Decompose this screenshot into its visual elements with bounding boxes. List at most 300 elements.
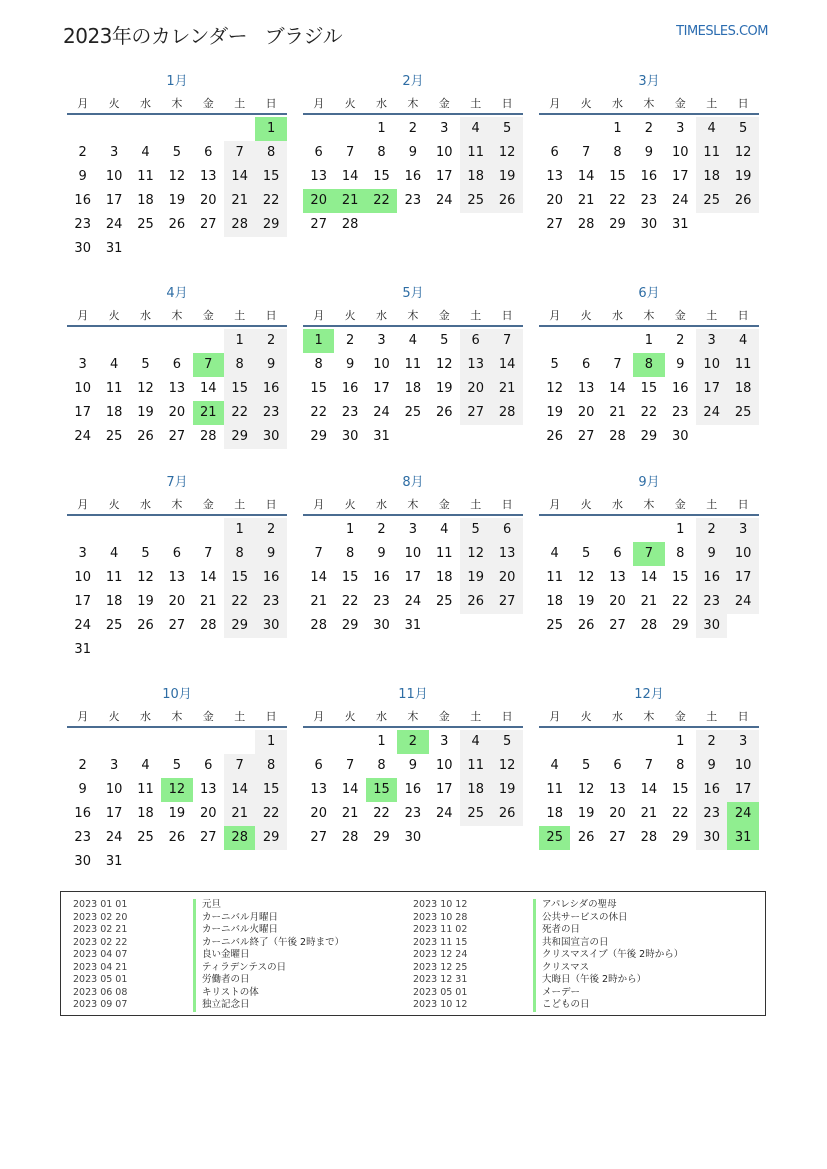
day-cell[interactable]: 15 — [255, 778, 286, 802]
day-cell[interactable]: 1 — [613, 121, 622, 136]
day-cell[interactable]: 6 — [613, 546, 622, 561]
day-cell[interactable]: 8 — [314, 357, 323, 372]
day-cell[interactable]: 14 — [224, 778, 255, 802]
day-cell[interactable]: 2 — [78, 145, 87, 160]
day-cell[interactable]: 5 — [581, 546, 591, 561]
day-cell[interactable]: 9 — [408, 145, 418, 160]
day-cell[interactable]: 28 — [609, 429, 626, 444]
day-cell[interactable]: 17 — [74, 594, 91, 609]
day-cell[interactable]: 29 — [255, 213, 286, 237]
day-cell[interactable]: 13 — [200, 169, 217, 184]
day-cell[interactable]: 23 — [341, 405, 359, 420]
day-cell[interactable]: 28 — [224, 213, 255, 237]
day-cell[interactable]: 17 — [727, 778, 758, 802]
day-cell[interactable]: 5 — [550, 357, 559, 372]
day-cell[interactable]: 8 — [224, 542, 255, 566]
day-cell[interactable]: 5 — [581, 758, 591, 773]
day-cell[interactable]: 11 — [105, 570, 123, 585]
day-cell[interactable]: 9 — [255, 353, 286, 377]
day-cell[interactable]: 27 — [200, 830, 217, 845]
day-cell[interactable]: 2 — [255, 518, 286, 542]
day-cell[interactable]: 23 — [373, 594, 390, 609]
day-cell[interactable]: 22 — [341, 594, 359, 609]
day-cell[interactable]: 10 — [105, 782, 123, 797]
day-cell[interactable]: 12 — [137, 570, 154, 585]
day-cell[interactable]: 24 — [74, 429, 91, 444]
day-cell[interactable]: 5 — [141, 357, 150, 372]
holiday-day-cell[interactable]: 1 — [255, 117, 286, 141]
day-cell[interactable]: 8 — [224, 353, 255, 377]
day-cell[interactable]: 1 — [345, 522, 355, 537]
day-cell[interactable]: 25 — [105, 618, 123, 633]
day-cell[interactable]: 8 — [613, 145, 622, 160]
day-cell[interactable]: 19 — [491, 165, 522, 189]
day-cell[interactable]: 20 — [310, 806, 327, 821]
day-cell[interactable]: 18 — [696, 165, 727, 189]
day-cell[interactable]: 11 — [696, 141, 727, 165]
day-cell[interactable]: 26 — [491, 189, 522, 213]
day-cell[interactable]: 16 — [696, 566, 727, 590]
day-cell[interactable]: 26 — [727, 189, 758, 213]
day-cell[interactable]: 6 — [172, 357, 182, 372]
day-cell[interactable]: 3 — [727, 730, 758, 754]
day-cell[interactable]: 14 — [200, 381, 217, 396]
day-cell[interactable]: 13 — [609, 570, 626, 585]
day-cell[interactable]: 18 — [137, 806, 154, 821]
day-cell[interactable]: 17 — [696, 377, 727, 401]
day-cell[interactable]: 19 — [577, 806, 595, 821]
holiday-day-cell[interactable]: 8 — [633, 353, 664, 377]
day-cell[interactable]: 21 — [640, 806, 658, 821]
day-cell[interactable]: 27 — [310, 217, 327, 232]
day-cell[interactable]: 29 — [640, 429, 658, 444]
day-cell[interactable]: 4 — [109, 357, 119, 372]
day-cell[interactable]: 27 — [200, 217, 217, 232]
holiday-day-cell[interactable]: 21 — [193, 401, 224, 425]
day-cell[interactable]: 2 — [644, 121, 654, 136]
day-cell[interactable]: 9 — [345, 357, 355, 372]
day-cell[interactable]: 28 — [310, 618, 327, 633]
day-cell[interactable]: 24 — [696, 401, 727, 425]
day-cell[interactable]: 4 — [440, 522, 449, 537]
day-cell[interactable]: 11 — [460, 754, 491, 778]
day-cell[interactable]: 27 — [168, 618, 186, 633]
day-cell[interactable]: 1 — [377, 734, 386, 749]
holiday-day-cell[interactable]: 24 — [727, 802, 758, 826]
day-cell[interactable]: 14 — [310, 570, 327, 585]
day-cell[interactable]: 2 — [696, 730, 727, 754]
day-cell[interactable]: 29 — [255, 826, 286, 850]
day-cell[interactable]: 10 — [696, 353, 727, 377]
day-cell[interactable]: 31 — [373, 429, 390, 444]
day-cell[interactable]: 22 — [672, 594, 689, 609]
day-cell[interactable]: 11 — [546, 570, 563, 585]
day-cell[interactable]: 26 — [577, 618, 595, 633]
day-cell[interactable]: 19 — [137, 594, 154, 609]
day-cell[interactable]: 14 — [200, 570, 217, 585]
day-cell[interactable]: 17 — [404, 570, 422, 585]
day-cell[interactable]: 21 — [224, 802, 255, 826]
day-cell[interactable]: 24 — [404, 594, 422, 609]
day-cell[interactable]: 22 — [224, 401, 255, 425]
day-cell[interactable]: 17 — [105, 193, 123, 208]
day-cell[interactable]: 26 — [168, 830, 186, 845]
day-cell[interactable]: 26 — [577, 830, 595, 845]
day-cell[interactable]: 19 — [460, 566, 491, 590]
holiday-day-cell[interactable]: 22 — [366, 189, 397, 213]
day-cell[interactable]: 2 — [255, 329, 286, 353]
day-cell[interactable]: 29 — [373, 830, 390, 845]
day-cell[interactable]: 25 — [696, 189, 727, 213]
day-cell[interactable]: 10 — [373, 357, 390, 372]
day-cell[interactable]: 23 — [640, 193, 658, 208]
day-cell[interactable]: 24 — [436, 806, 453, 821]
day-cell[interactable]: 4 — [460, 117, 491, 141]
day-cell[interactable]: 8 — [255, 754, 286, 778]
day-cell[interactable]: 29 — [672, 830, 689, 845]
day-cell[interactable]: 26 — [460, 590, 491, 614]
day-cell[interactable]: 7 — [345, 758, 355, 773]
day-cell[interactable]: 22 — [310, 405, 327, 420]
day-cell[interactable]: 4 — [460, 730, 491, 754]
day-cell[interactable]: 22 — [672, 806, 689, 821]
day-cell[interactable]: 3 — [109, 145, 119, 160]
day-cell[interactable]: 22 — [609, 193, 626, 208]
day-cell[interactable]: 23 — [255, 590, 286, 614]
day-cell[interactable]: 27 — [609, 830, 626, 845]
holiday-day-cell[interactable]: 21 — [334, 189, 365, 213]
day-cell[interactable]: 13 — [609, 782, 626, 797]
day-cell[interactable]: 19 — [168, 193, 186, 208]
day-cell[interactable]: 29 — [672, 618, 689, 633]
day-cell[interactable]: 17 — [105, 806, 123, 821]
day-cell[interactable]: 26 — [137, 618, 154, 633]
day-cell[interactable]: 1 — [224, 329, 255, 353]
day-cell[interactable]: 7 — [204, 546, 213, 561]
day-cell[interactable]: 16 — [640, 169, 658, 184]
holiday-day-cell[interactable]: 7 — [633, 542, 664, 566]
day-cell[interactable]: 5 — [440, 333, 449, 348]
day-cell[interactable]: 10 — [74, 570, 91, 585]
site-name[interactable]: TIMESLES.COM — [676, 24, 768, 39]
day-cell[interactable]: 3 — [727, 518, 758, 542]
day-cell[interactable]: 30 — [255, 425, 286, 449]
day-cell[interactable]: 19 — [137, 405, 154, 420]
day-cell[interactable]: 31 — [404, 618, 422, 633]
day-cell[interactable]: 31 — [105, 241, 123, 256]
day-cell[interactable]: 14 — [341, 782, 359, 797]
day-cell[interactable]: 13 — [310, 169, 327, 184]
day-cell[interactable]: 25 — [105, 429, 123, 444]
day-cell[interactable]: 25 — [404, 405, 422, 420]
day-cell[interactable]: 13 — [460, 353, 491, 377]
day-cell[interactable]: 18 — [436, 570, 453, 585]
day-cell[interactable]: 11 — [727, 353, 758, 377]
day-cell[interactable]: 11 — [404, 357, 422, 372]
day-cell[interactable]: 20 — [460, 377, 491, 401]
day-cell[interactable]: 15 — [640, 381, 658, 396]
day-cell[interactable]: 7 — [224, 141, 255, 165]
day-cell[interactable]: 7 — [491, 329, 522, 353]
day-cell[interactable]: 5 — [491, 117, 522, 141]
day-cell[interactable]: 20 — [200, 193, 217, 208]
day-cell[interactable]: 17 — [672, 169, 689, 184]
day-cell[interactable]: 5 — [727, 117, 758, 141]
day-cell[interactable]: 4 — [141, 145, 150, 160]
day-cell[interactable]: 20 — [168, 405, 186, 420]
day-cell[interactable]: 18 — [404, 381, 422, 396]
day-cell[interactable]: 7 — [224, 754, 255, 778]
day-cell[interactable]: 10 — [436, 145, 453, 160]
day-cell[interactable]: 20 — [168, 594, 186, 609]
day-cell[interactable]: 27 — [577, 429, 595, 444]
day-cell[interactable]: 16 — [672, 381, 689, 396]
day-cell[interactable]: 3 — [78, 357, 87, 372]
day-cell[interactable]: 16 — [341, 381, 359, 396]
day-cell[interactable]: 1 — [255, 730, 286, 754]
day-cell[interactable]: 30 — [341, 429, 359, 444]
day-cell[interactable]: 16 — [74, 806, 91, 821]
day-cell[interactable]: 3 — [377, 333, 386, 348]
day-cell[interactable]: 12 — [168, 169, 186, 184]
day-cell[interactable]: 5 — [172, 145, 182, 160]
day-cell[interactable]: 18 — [105, 405, 123, 420]
day-cell[interactable]: 15 — [373, 169, 390, 184]
day-cell[interactable]: 21 — [577, 193, 595, 208]
day-cell[interactable]: 2 — [676, 333, 685, 348]
day-cell[interactable]: 15 — [224, 377, 255, 401]
day-cell[interactable]: 15 — [609, 169, 626, 184]
day-cell[interactable]: 9 — [78, 782, 87, 797]
day-cell[interactable]: 24 — [373, 405, 390, 420]
holiday-day-cell[interactable]: 28 — [224, 826, 255, 850]
day-cell[interactable]: 8 — [377, 145, 386, 160]
day-cell[interactable]: 22 — [373, 806, 390, 821]
day-cell[interactable]: 7 — [581, 145, 591, 160]
day-cell[interactable]: 23 — [696, 590, 727, 614]
day-cell[interactable]: 3 — [696, 329, 727, 353]
holiday-day-cell[interactable]: 25 — [539, 826, 570, 850]
day-cell[interactable]: 21 — [491, 377, 522, 401]
day-cell[interactable]: 23 — [255, 401, 286, 425]
day-cell[interactable]: 30 — [640, 217, 658, 232]
day-cell[interactable]: 27 — [546, 217, 563, 232]
day-cell[interactable]: 12 — [460, 542, 491, 566]
day-cell[interactable]: 10 — [672, 145, 689, 160]
day-cell[interactable]: 7 — [613, 357, 622, 372]
day-cell[interactable]: 23 — [74, 830, 91, 845]
day-cell[interactable]: 5 — [172, 758, 182, 773]
day-cell[interactable]: 11 — [460, 141, 491, 165]
holiday-day-cell[interactable]: 20 — [303, 189, 334, 213]
day-cell[interactable]: 18 — [546, 594, 563, 609]
day-cell[interactable]: 26 — [436, 405, 453, 420]
day-cell[interactable]: 13 — [168, 570, 186, 585]
day-cell[interactable]: 17 — [373, 381, 390, 396]
day-cell[interactable]: 6 — [581, 357, 591, 372]
day-cell[interactable]: 3 — [78, 546, 87, 561]
day-cell[interactable]: 24 — [105, 217, 123, 232]
holiday-day-cell[interactable]: 2 — [397, 730, 428, 754]
day-cell[interactable]: 9 — [644, 145, 654, 160]
day-cell[interactable]: 18 — [727, 377, 758, 401]
day-cell[interactable]: 6 — [550, 145, 559, 160]
day-cell[interactable]: 1 — [676, 522, 685, 537]
day-cell[interactable]: 14 — [224, 165, 255, 189]
day-cell[interactable]: 10 — [105, 169, 123, 184]
day-cell[interactable]: 15 — [255, 165, 286, 189]
day-cell[interactable]: 21 — [200, 594, 217, 609]
day-cell[interactable]: 27 — [491, 590, 522, 614]
day-cell[interactable]: 10 — [727, 542, 758, 566]
day-cell[interactable]: 13 — [491, 542, 522, 566]
day-cell[interactable]: 16 — [404, 169, 422, 184]
day-cell[interactable]: 8 — [255, 141, 286, 165]
day-cell[interactable]: 20 — [200, 806, 217, 821]
day-cell[interactable]: 29 — [609, 217, 626, 232]
day-cell[interactable]: 20 — [609, 594, 626, 609]
day-cell[interactable]: 12 — [577, 782, 595, 797]
day-cell[interactable]: 22 — [255, 189, 286, 213]
day-cell[interactable]: 1 — [676, 734, 685, 749]
day-cell[interactable]: 14 — [640, 782, 658, 797]
day-cell[interactable]: 23 — [696, 802, 727, 826]
day-cell[interactable]: 22 — [640, 405, 658, 420]
day-cell[interactable]: 30 — [672, 429, 689, 444]
day-cell[interactable]: 28 — [341, 830, 359, 845]
holiday-day-cell[interactable]: 12 — [161, 778, 192, 802]
day-cell[interactable]: 6 — [491, 518, 522, 542]
day-cell[interactable]: 30 — [404, 830, 422, 845]
day-cell[interactable]: 11 — [137, 782, 154, 797]
day-cell[interactable]: 19 — [436, 381, 453, 396]
day-cell[interactable]: 9 — [408, 758, 418, 773]
day-cell[interactable]: 24 — [105, 830, 123, 845]
day-cell[interactable]: 10 — [404, 546, 422, 561]
day-cell[interactable]: 8 — [676, 758, 685, 773]
day-cell[interactable]: 4 — [550, 546, 559, 561]
day-cell[interactable]: 13 — [310, 782, 327, 797]
day-cell[interactable]: 3 — [440, 121, 449, 136]
day-cell[interactable]: 15 — [310, 381, 327, 396]
day-cell[interactable]: 23 — [404, 806, 422, 821]
day-cell[interactable]: 14 — [640, 570, 658, 585]
day-cell[interactable]: 12 — [137, 381, 154, 396]
day-cell[interactable]: 31 — [74, 642, 91, 657]
day-cell[interactable]: 18 — [137, 193, 154, 208]
day-cell[interactable]: 9 — [255, 542, 286, 566]
day-cell[interactable]: 9 — [696, 754, 727, 778]
day-cell[interactable]: 3 — [408, 522, 418, 537]
day-cell[interactable]: 7 — [345, 145, 355, 160]
day-cell[interactable]: 5 — [141, 546, 150, 561]
day-cell[interactable]: 13 — [200, 782, 217, 797]
day-cell[interactable]: 28 — [341, 217, 359, 232]
day-cell[interactable]: 8 — [377, 758, 386, 773]
day-cell[interactable]: 12 — [436, 357, 453, 372]
day-cell[interactable]: 2 — [696, 518, 727, 542]
day-cell[interactable]: 7 — [644, 758, 654, 773]
day-cell[interactable]: 1 — [377, 121, 386, 136]
day-cell[interactable]: 26 — [168, 217, 186, 232]
day-cell[interactable]: 19 — [168, 806, 186, 821]
day-cell[interactable]: 29 — [341, 618, 359, 633]
day-cell[interactable]: 23 — [404, 193, 422, 208]
day-cell[interactable]: 16 — [255, 377, 286, 401]
day-cell[interactable]: 21 — [341, 806, 359, 821]
day-cell[interactable]: 10 — [74, 381, 91, 396]
day-cell[interactable]: 27 — [609, 618, 626, 633]
day-cell[interactable]: 1 — [224, 518, 255, 542]
day-cell[interactable]: 12 — [727, 141, 758, 165]
day-cell[interactable]: 16 — [404, 782, 422, 797]
day-cell[interactable]: 30 — [74, 854, 91, 869]
day-cell[interactable]: 25 — [546, 618, 563, 633]
day-cell[interactable]: 26 — [137, 429, 154, 444]
day-cell[interactable]: 19 — [491, 778, 522, 802]
day-cell[interactable]: 9 — [676, 357, 685, 372]
day-cell[interactable]: 21 — [640, 594, 658, 609]
day-cell[interactable]: 25 — [727, 401, 758, 425]
day-cell[interactable]: 15 — [341, 570, 359, 585]
day-cell[interactable]: 18 — [460, 778, 491, 802]
day-cell[interactable]: 9 — [78, 169, 87, 184]
day-cell[interactable]: 28 — [577, 217, 595, 232]
day-cell[interactable]: 6 — [172, 546, 182, 561]
day-cell[interactable]: 6 — [204, 758, 213, 773]
day-cell[interactable]: 4 — [696, 117, 727, 141]
day-cell[interactable]: 4 — [141, 758, 150, 773]
day-cell[interactable]: 10 — [436, 758, 453, 773]
day-cell[interactable]: 22 — [224, 590, 255, 614]
day-cell[interactable]: 7 — [314, 546, 323, 561]
day-cell[interactable]: 30 — [373, 618, 390, 633]
day-cell[interactable]: 29 — [224, 614, 255, 638]
day-cell[interactable]: 28 — [200, 429, 217, 444]
day-cell[interactable]: 27 — [310, 830, 327, 845]
day-cell[interactable]: 20 — [609, 806, 626, 821]
day-cell[interactable]: 10 — [727, 754, 758, 778]
day-cell[interactable]: 14 — [341, 169, 359, 184]
day-cell[interactable]: 6 — [204, 145, 213, 160]
day-cell[interactable]: 27 — [168, 429, 186, 444]
day-cell[interactable]: 26 — [491, 802, 522, 826]
day-cell[interactable]: 18 — [460, 165, 491, 189]
day-cell[interactable]: 18 — [105, 594, 123, 609]
day-cell[interactable]: 6 — [314, 145, 323, 160]
day-cell[interactable]: 16 — [696, 778, 727, 802]
day-cell[interactable]: 30 — [255, 614, 286, 638]
day-cell[interactable]: 28 — [200, 618, 217, 633]
holiday-day-cell[interactable]: 7 — [193, 353, 224, 377]
day-cell[interactable]: 20 — [491, 566, 522, 590]
day-cell[interactable]: 11 — [436, 546, 453, 561]
day-cell[interactable]: 28 — [491, 401, 522, 425]
day-cell[interactable]: 2 — [345, 333, 355, 348]
day-cell[interactable]: 18 — [546, 806, 563, 821]
day-cell[interactable]: 24 — [436, 193, 453, 208]
day-cell[interactable]: 4 — [408, 333, 418, 348]
day-cell[interactable]: 8 — [345, 546, 355, 561]
day-cell[interactable]: 4 — [727, 329, 758, 353]
day-cell[interactable]: 12 — [577, 570, 595, 585]
day-cell[interactable]: 9 — [377, 546, 386, 561]
day-cell[interactable]: 30 — [696, 826, 727, 850]
day-cell[interactable]: 17 — [436, 782, 453, 797]
day-cell[interactable]: 11 — [546, 782, 563, 797]
day-cell[interactable]: 16 — [255, 566, 286, 590]
day-cell[interactable]: 6 — [314, 758, 323, 773]
